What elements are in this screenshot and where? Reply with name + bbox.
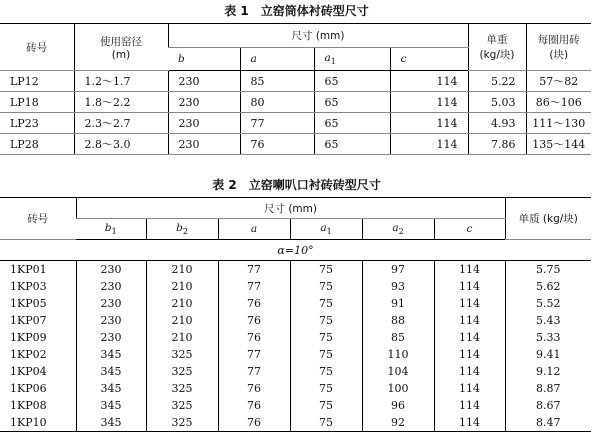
table2-caption-title: 立窑喇叭口衬砖砖型尺寸: [248, 178, 381, 192]
size-c-cell: 114: [434, 278, 505, 295]
size-b2-cell: 325: [146, 380, 218, 397]
size-a1-cell: 75: [290, 414, 362, 432]
size-b1-cell: 230: [76, 295, 146, 312]
size-a2-cell: 88: [362, 312, 434, 329]
size-b1-cell: 230: [76, 261, 146, 279]
size-b1-cell: 345: [76, 380, 146, 397]
size-a1-cell: 75: [290, 397, 362, 414]
unit-mass-cell: 8.47: [505, 414, 591, 432]
size-c-cell: 114: [434, 295, 505, 312]
unit-mass-cell: 9.12: [505, 363, 591, 380]
size-a1-cell: 75: [290, 261, 362, 279]
table1-header-per-ring-line1: 每圈用砖: [537, 34, 580, 46]
size-c-cell: 114: [434, 414, 505, 432]
size-c-cell: 114: [390, 71, 468, 92]
table2-header-a2-sub: 2: [398, 227, 404, 237]
size-b1-cell: 230: [76, 329, 146, 346]
size-a-cell: 77: [218, 261, 290, 279]
size-a1-cell: 65: [314, 113, 390, 134]
kiln-diameter-cell: 1.8～2.2: [74, 92, 168, 113]
table-row: [0, 92, 591, 113]
brick-code-cell: LP18: [0, 92, 74, 113]
size-a2-cell: 104: [362, 363, 434, 380]
size-a-cell: 76: [218, 312, 290, 329]
brick-code-cell: 1KP02: [10, 348, 47, 361]
table2-caption: [0, 178, 593, 192]
unit-weight-cell: 4.93: [468, 113, 526, 134]
bricks-per-ring-cell: 57～82: [526, 71, 591, 92]
table2-header-b2: [146, 219, 218, 240]
table1-header-c: c: [390, 48, 468, 71]
table-row: [0, 261, 591, 279]
size-a1-cell: 75: [290, 346, 362, 363]
table2-header-size: 尺寸 (mm): [76, 198, 505, 219]
unit-mass-cell: 9.41: [505, 346, 591, 363]
table1-header-weight: [468, 24, 526, 71]
size-b1-cell: 345: [76, 363, 146, 380]
table-row: [0, 414, 591, 432]
table-row: [0, 312, 591, 329]
table1-header-per-ring: [526, 24, 591, 71]
brick-code-cell: 1KP01: [10, 263, 47, 276]
kiln-diameter-cell: 2.3～2.7: [74, 113, 168, 134]
size-b2-cell: 210: [146, 261, 218, 279]
size-a-cell: 76: [218, 380, 290, 397]
table1-header-brick: 砖号: [0, 24, 74, 71]
size-a1-cell: 65: [314, 134, 390, 155]
size-a-cell: 77: [240, 113, 314, 134]
kiln-diameter-cell: 2.8～3.0: [74, 134, 168, 155]
brick-code-cell: 1KP04: [10, 365, 47, 378]
table-row: [0, 113, 591, 134]
size-a2-cell: 96: [362, 397, 434, 414]
size-c-cell: 114: [390, 134, 468, 155]
table1-header-weight-line1: 单重: [486, 34, 508, 46]
bricks-per-ring-cell: 111～130: [526, 113, 591, 134]
table2-header-b2-letter: b: [176, 221, 183, 234]
unit-mass-cell: 8.67: [505, 397, 591, 414]
table1-header-a1-sub: 1: [330, 57, 336, 67]
unit-mass-cell: 5.33: [505, 329, 591, 346]
table-row: [0, 134, 591, 155]
unit-mass-cell: 5.75: [505, 261, 591, 279]
brick-code-cell: 1KP08: [10, 399, 47, 412]
size-b1-cell: 230: [76, 278, 146, 295]
table2-header-a2: [362, 219, 434, 240]
size-c-cell: 114: [434, 312, 505, 329]
size-c-cell: 114: [434, 261, 505, 279]
size-b1-cell: 345: [76, 397, 146, 414]
size-b-cell: 230: [168, 71, 240, 92]
brick-code-cell: LP12: [0, 71, 74, 92]
table1-header-weight-line2: (kg/块): [479, 49, 515, 61]
table-row: [0, 380, 591, 397]
kiln-diameter-cell: 1.2～1.7: [74, 71, 168, 92]
size-a1-cell: 75: [290, 312, 362, 329]
size-b1-cell: 230: [76, 312, 146, 329]
size-c-cell: 114: [390, 92, 468, 113]
size-a1-cell: 65: [314, 92, 390, 113]
size-c-cell: 114: [434, 380, 505, 397]
table2-header-a1-letter: a: [320, 221, 327, 234]
size-a-cell: 76: [218, 295, 290, 312]
size-a-cell: 85: [240, 71, 314, 92]
size-a2-cell: 92: [362, 414, 434, 432]
brick-code-cell: 1KP06: [10, 382, 47, 395]
unit-weight-cell: 5.03: [468, 92, 526, 113]
brick-code-cell: 1KP09: [10, 331, 47, 344]
table2-caption-number: 表 2: [212, 178, 237, 192]
table1-header-a1: [314, 48, 390, 71]
size-a1-cell: 65: [314, 71, 390, 92]
size-a2-cell: 91: [362, 295, 434, 312]
size-c-cell: 114: [434, 329, 505, 346]
unit-mass-cell: 8.87: [505, 380, 591, 397]
table2-header-mass: 单质 (kg/块): [505, 198, 591, 240]
size-a-cell: 77: [218, 278, 290, 295]
size-a1-cell: 75: [290, 295, 362, 312]
table1-caption-number: 表 1: [224, 4, 249, 18]
size-c-cell: 114: [434, 363, 505, 380]
table1-header-per-ring-line2: (块): [549, 49, 569, 61]
size-b2-cell: 210: [146, 312, 218, 329]
table2-header-a2-letter: a: [392, 221, 399, 234]
size-b2-cell: 210: [146, 295, 218, 312]
size-a2-cell: 85: [362, 329, 434, 346]
table2-header-b2-sub: 2: [182, 227, 188, 237]
table1-header-diameter-line1: 使用窑径: [100, 35, 142, 48]
table2-header-b1-sub: 1: [111, 227, 117, 237]
unit-mass-cell: 5.52: [505, 295, 591, 312]
table2-header-c: c: [434, 219, 505, 240]
table1-body: [0, 71, 591, 155]
table1-caption-title: 立窑筒体衬砖型尺寸: [260, 4, 369, 18]
table-row: [0, 346, 591, 363]
brick-code-cell: 1KP10: [10, 416, 47, 429]
size-a-cell: 77: [218, 346, 290, 363]
size-c-cell: 114: [434, 397, 505, 414]
size-b-cell: 230: [168, 113, 240, 134]
brick-code-cell: 1KP07: [10, 314, 47, 327]
table1-header-size: 尺寸 (mm): [168, 24, 468, 48]
table1: [0, 23, 591, 155]
size-b2-cell: 325: [146, 346, 218, 363]
size-a-cell: 76: [218, 414, 290, 432]
table-row: [0, 397, 591, 414]
size-a2-cell: 93: [362, 278, 434, 295]
table2-header-a1: [290, 219, 362, 240]
size-b2-cell: 210: [146, 278, 218, 295]
table1-caption: [0, 4, 593, 18]
size-c-cell: 114: [390, 113, 468, 134]
size-a-cell: 80: [240, 92, 314, 113]
unit-mass-cell: 5.43: [505, 312, 591, 329]
table-row: [0, 278, 591, 295]
size-b2-cell: 325: [146, 414, 218, 432]
size-b-cell: 230: [168, 92, 240, 113]
size-b2-cell: 210: [146, 329, 218, 346]
table2-header-a1-sub: 1: [326, 227, 332, 237]
size-a2-cell: 110: [362, 346, 434, 363]
table-row: [0, 71, 591, 92]
table1-header-diameter-line2: (m): [111, 48, 131, 61]
size-b1-cell: 345: [76, 346, 146, 363]
size-a1-cell: 75: [290, 329, 362, 346]
size-a-cell: 76: [218, 397, 290, 414]
brick-code-cell: 1KP03: [10, 280, 47, 293]
table-row: [0, 329, 591, 346]
brick-code-cell: LP28: [0, 134, 74, 155]
size-b-cell: 230: [168, 134, 240, 155]
brick-code-cell: LP23: [0, 113, 74, 134]
size-a1-cell: 75: [290, 278, 362, 295]
size-a-cell: 76: [240, 134, 314, 155]
table1-header-b: b: [168, 48, 240, 71]
size-c-cell: 114: [434, 346, 505, 363]
size-a-cell: 76: [218, 329, 290, 346]
table-row: [0, 295, 591, 312]
table1-header-diameter: [74, 24, 168, 71]
bricks-per-ring-cell: 86～106: [526, 92, 591, 113]
size-a1-cell: 75: [290, 363, 362, 380]
table2-angle-row: α=10°: [0, 240, 591, 261]
size-a-cell: 77: [218, 363, 290, 380]
table1-header-a: a: [240, 48, 314, 71]
table2-header-b1-letter: b: [104, 221, 112, 234]
table2-header-brick: 砖号: [0, 198, 76, 240]
bricks-per-ring-cell: 135～144: [526, 134, 591, 155]
size-a2-cell: 97: [362, 261, 434, 279]
brick-code-cell: 1KP05: [10, 297, 47, 310]
table1-header-a1-letter: a: [324, 51, 331, 64]
table2-header-b1: [76, 219, 146, 240]
table-row: [0, 363, 591, 380]
table2: [0, 197, 591, 432]
table2-header-a: a: [218, 219, 290, 240]
size-a1-cell: 75: [290, 380, 362, 397]
unit-weight-cell: 5.22: [468, 71, 526, 92]
unit-mass-cell: 5.62: [505, 278, 591, 295]
size-a2-cell: 100: [362, 380, 434, 397]
size-b2-cell: 325: [146, 363, 218, 380]
size-b2-cell: 325: [146, 397, 218, 414]
table2-body: [0, 261, 591, 432]
unit-weight-cell: 7.86: [468, 134, 526, 155]
size-b1-cell: 345: [76, 414, 146, 432]
